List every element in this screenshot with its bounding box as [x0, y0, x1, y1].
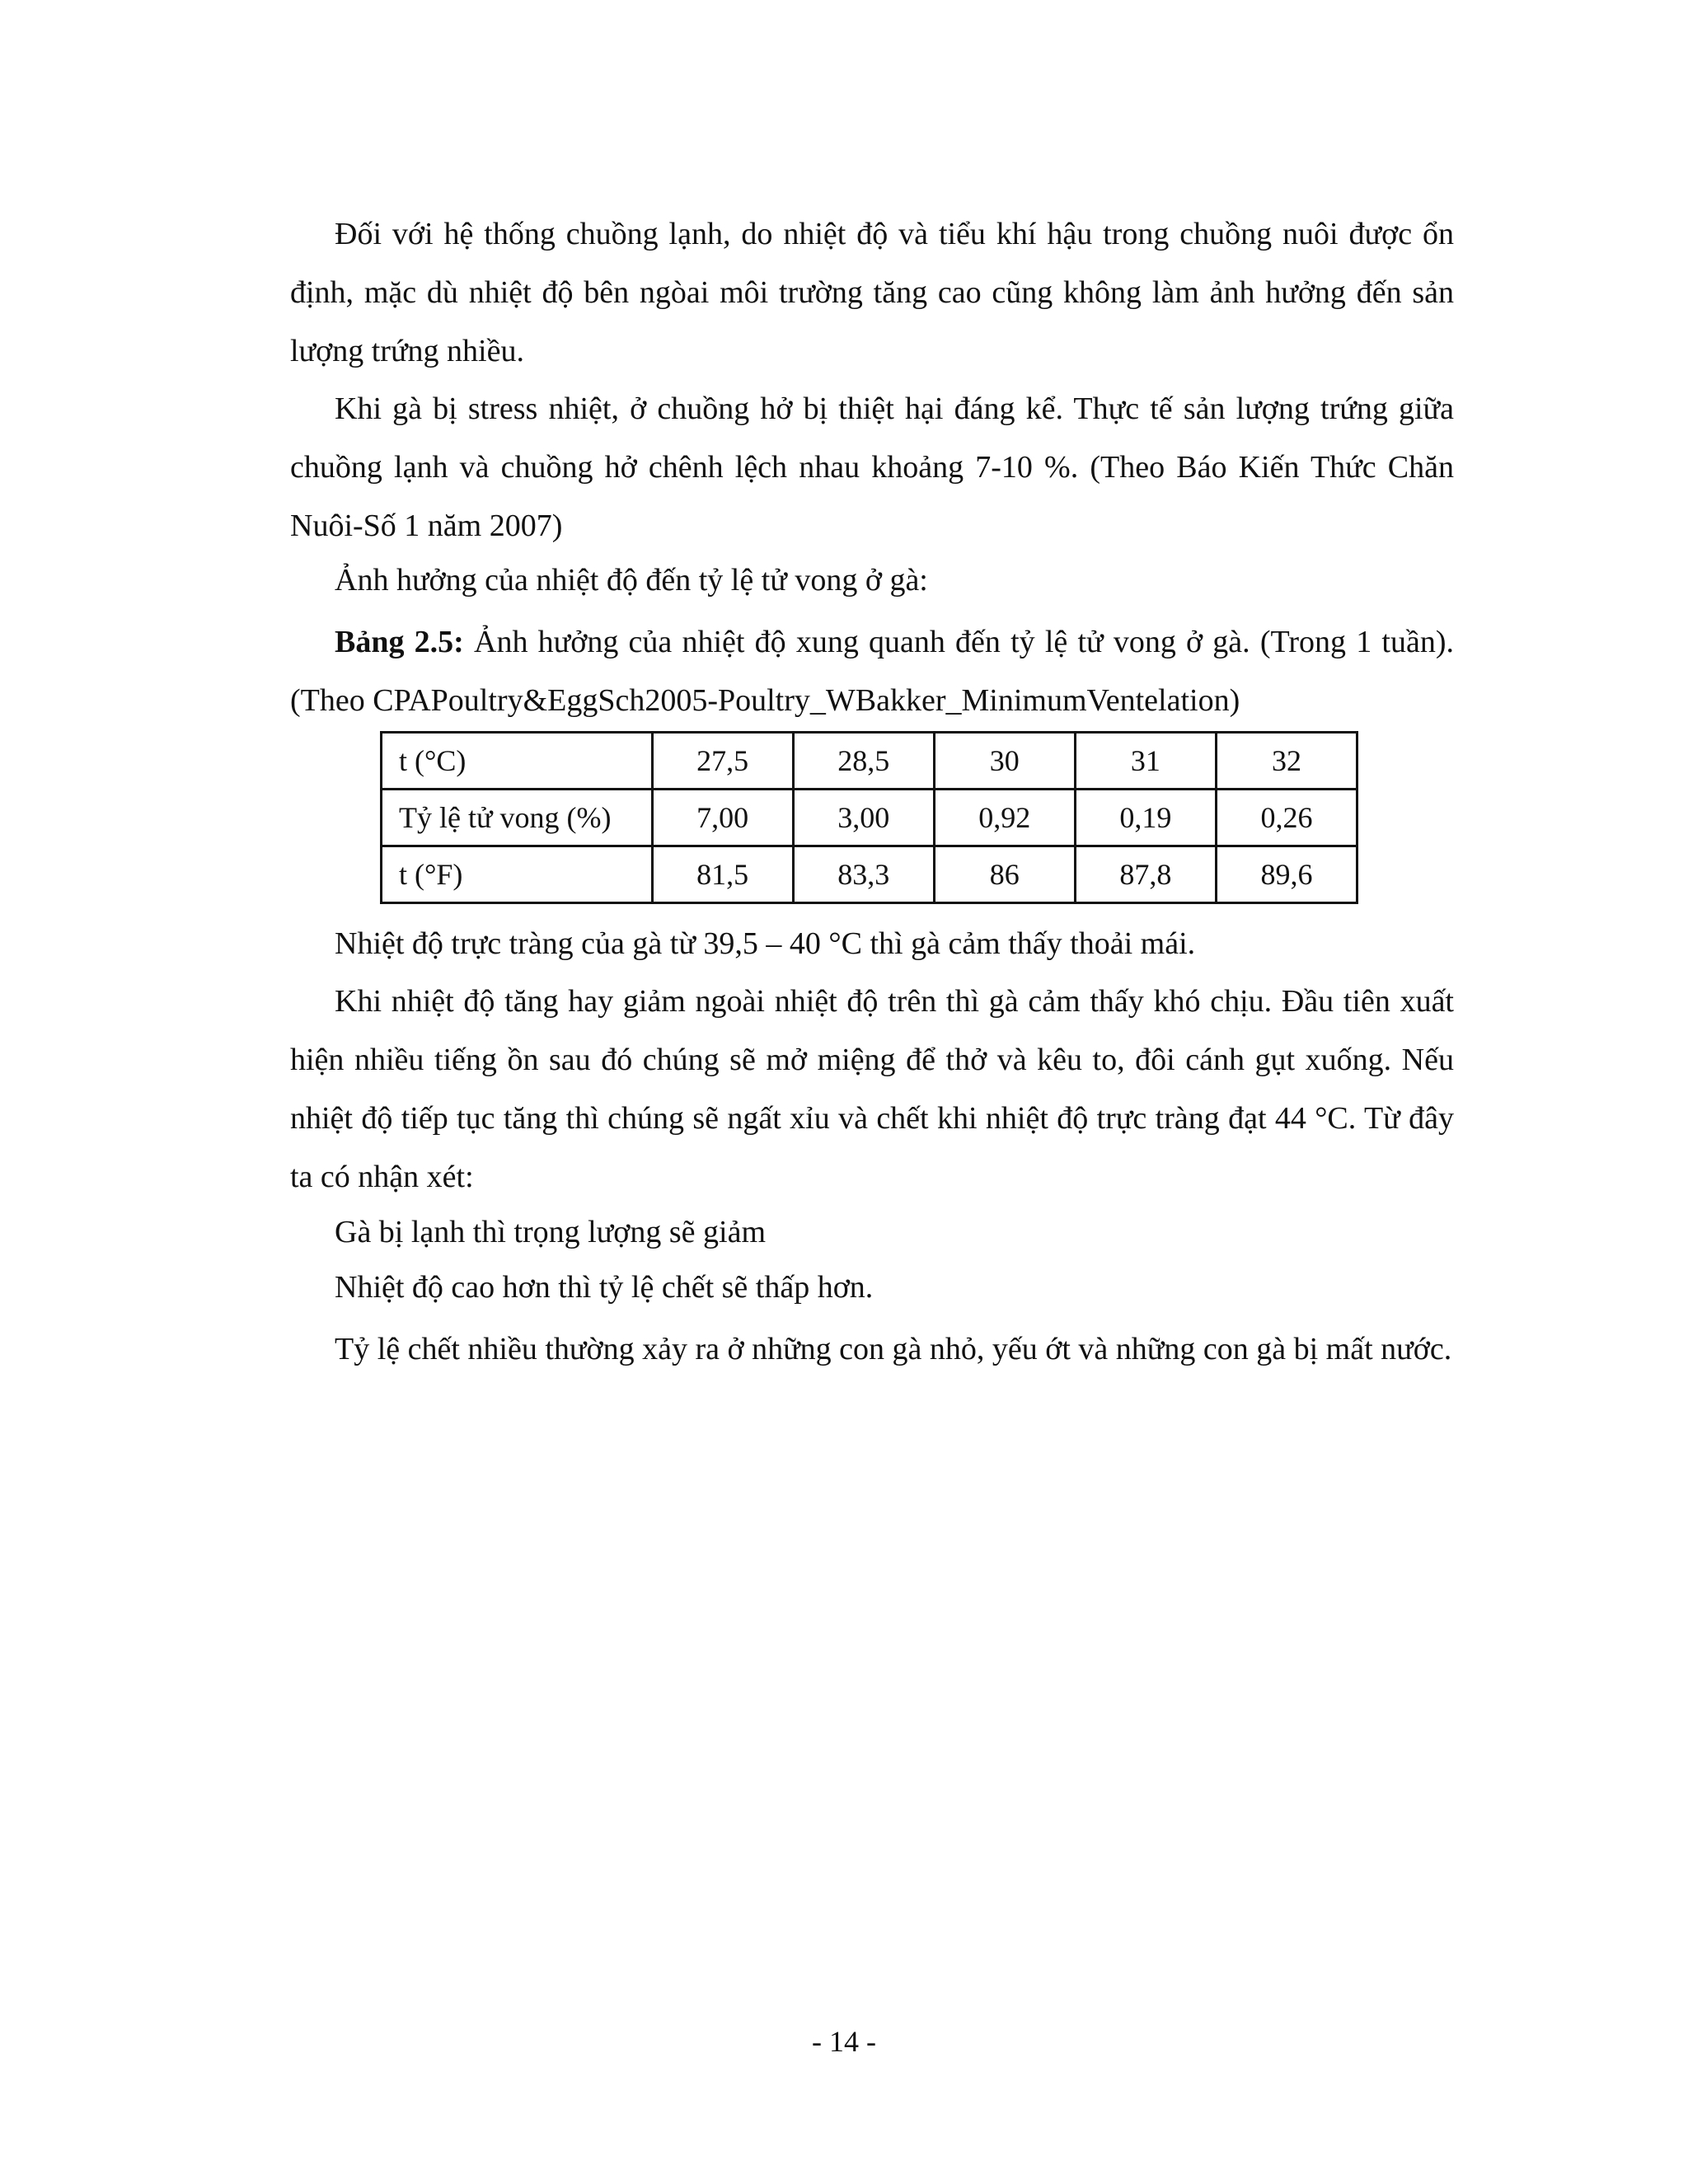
table-caption-text: Ảnh hưởng của nhiệt độ xung quanh đến tỷ lệ tử vong ở gà. (Trong 1 tuần). (Theo CPAPoultry&EggSch2005-Poultry_WBakker_MinimumVentelation) — [290, 625, 1454, 718]
paragraph-cold-house: Đối với hệ thống chuồng lạnh, do nhiệt độ và tiểu khí hậu trong chuồng nuôi được ổn định, mặc dù nhiệt độ bên ngòai môi trường tăng cao cũng không làm ảnh hưởng đến sản lượng trứng nhiều. — [290, 217, 1454, 368]
table-row-label: t (°F) — [382, 846, 653, 903]
table-caption — [290, 613, 1454, 730]
table-cell: 87,8 — [1075, 846, 1216, 903]
table-cell: 32 — [1216, 733, 1357, 790]
table-row-label: Tỷ lệ tử vong (%) — [382, 790, 653, 846]
table-cell: 0,19 — [1075, 790, 1216, 846]
table-cell: 86 — [934, 846, 1075, 903]
table-row-celsius — [382, 733, 1357, 790]
table-cell: 28,5 — [793, 733, 934, 790]
table-cell: 3,00 — [793, 790, 934, 846]
table-caption-label: Bảng 2.5: — [335, 625, 464, 659]
table-cell: 31 — [1075, 733, 1216, 790]
table-cell: 0,26 — [1216, 790, 1357, 846]
table-cell: 83,3 — [793, 846, 934, 903]
mortality-table — [380, 731, 1358, 904]
paragraph-rectal-temperature: Nhiệt độ trực tràng của gà từ 39,5 – 40 °C thì gà cảm thấy thoải mái. — [335, 926, 1196, 961]
table-cell: 89,6 — [1216, 846, 1357, 903]
table-cell: 0,92 — [934, 790, 1075, 846]
table-row-fahrenheit — [382, 846, 1357, 903]
paragraph-cold-weight: Gà bị lạnh thì trọng lượng sẽ giảm — [335, 1215, 767, 1249]
paragraph-high-temp-mortality: Nhiệt độ cao hơn thì tỷ lệ chết sẽ thấp hơn. — [335, 1270, 874, 1305]
table-cell: 27,5 — [652, 733, 793, 790]
table-row-label: t (°C) — [382, 733, 653, 790]
table-row-mortality — [382, 790, 1357, 846]
table-cell: 7,00 — [652, 790, 793, 846]
table-cell: 30 — [934, 733, 1075, 790]
paragraph-mortality-groups: Tỷ lệ chết nhiều thường xảy ra ở những con gà nhỏ, yếu ớt và những con gà bị mất nước. — [335, 1332, 1452, 1366]
paragraph-heat-stress: Khi gà bị stress nhiệt, ở chuồng hở bị thiệt hại đáng kể. Thực tế sản lượng trứng giữa chuồng lạnh và chuồng hở chênh lệch nhau khoảng 7-10 %. (Theo Báo Kiến Thức Chăn Nuôi-Số 1 năm 2007) — [290, 391, 1454, 543]
page-number: - 14 - — [812, 2025, 876, 2058]
paragraph-temperature-effect-intro: Ảnh hưởng của nhiệt độ đến tỷ lệ tử vong ở gà: — [335, 563, 928, 598]
paragraph-discomfort: Khi nhiệt độ tăng hay giảm ngoài nhiệt độ trên thì gà cảm thấy khó chịu. Đầu tiên xuất hiện nhiều tiếng ồn sau đó chúng sẽ mở miệng để thở và kêu to, đôi cánh gụt xuống. Nếu nhiệt độ tiếp tục tăng thì chúng sẽ ngất xỉu và chết khi nhiệt độ trực tràng đạt 44 °C. Từ đây ta có nhận xét: — [290, 984, 1454, 1194]
table-cell: 81,5 — [652, 846, 793, 903]
